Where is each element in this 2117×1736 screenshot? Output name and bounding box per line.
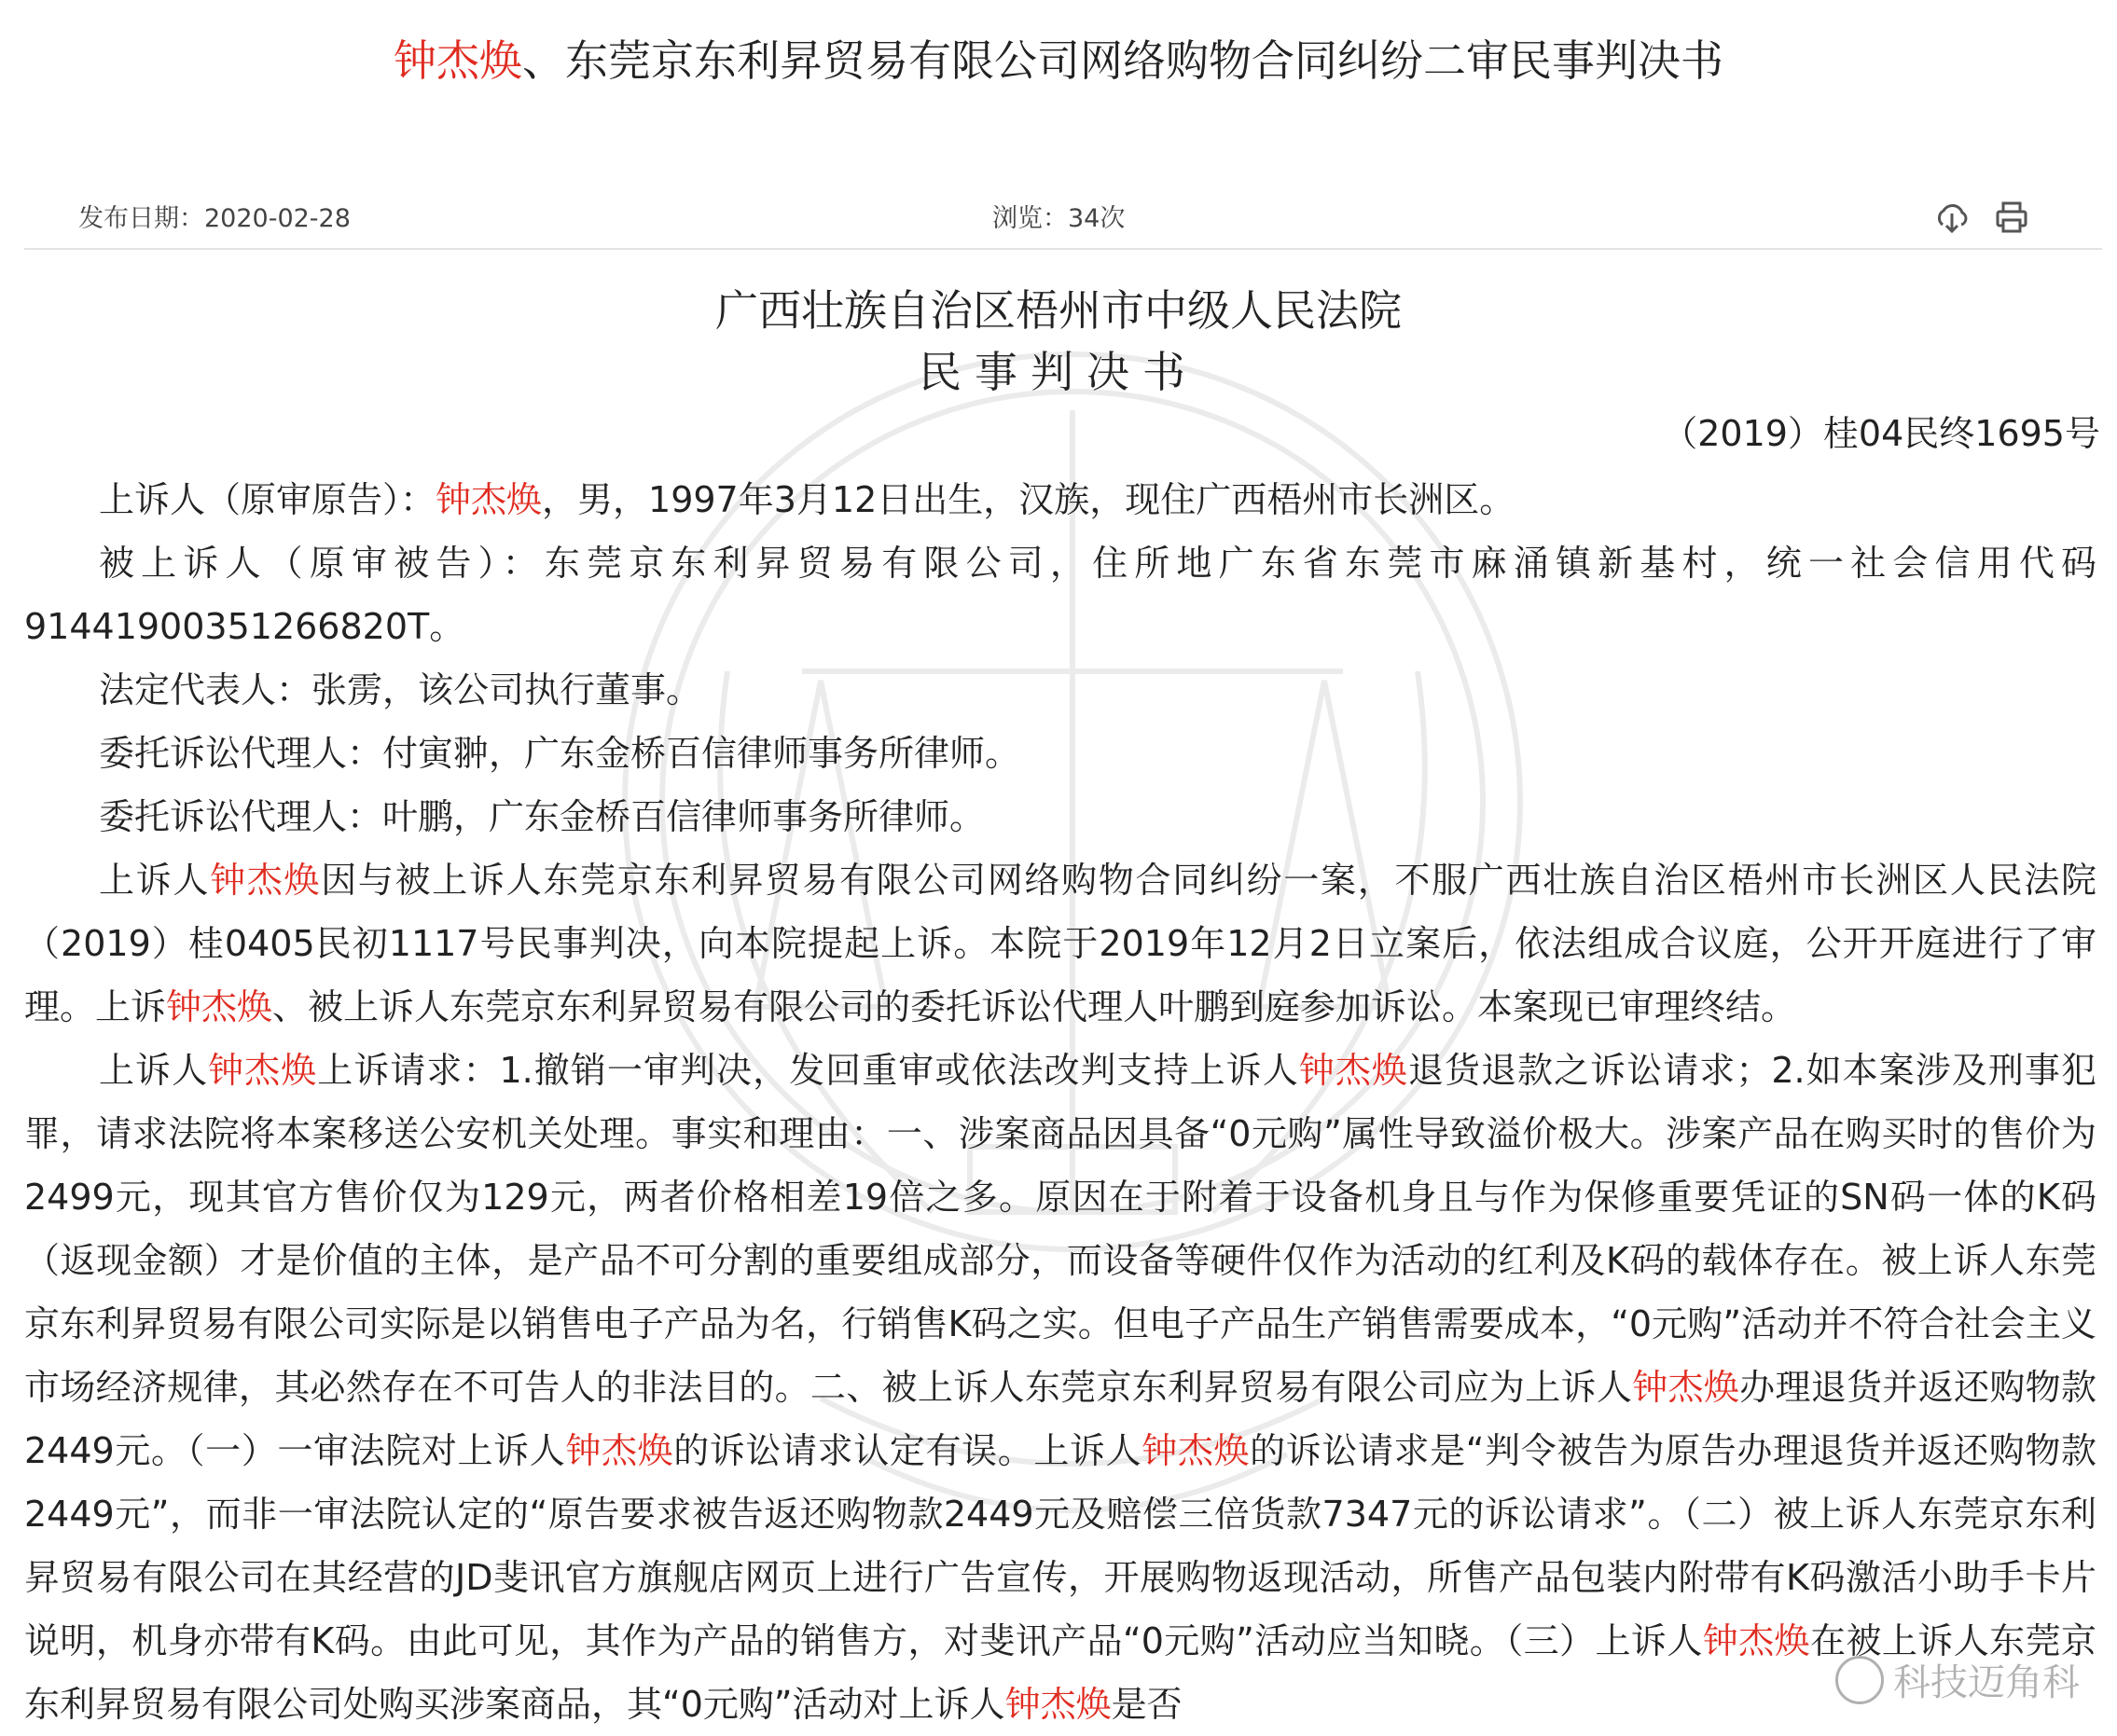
party-name-highlight: 钟杰焕 — [1298, 1050, 1408, 1091]
paragraph-text: 委托诉讼代理人：叶鹏，广东金桥百信律师事务所律师。 — [99, 796, 986, 837]
paragraph — [24, 1039, 2096, 1736]
wechat-icon — [1835, 1656, 1884, 1704]
paragraph-text: 在被上诉人东莞京东利昇贸易有限公司处购买涉案商品，其“0元购”活动对上诉人 — [24, 1620, 2096, 1725]
party-name-highlight: 钟杰焕 — [210, 860, 322, 901]
paragraph — [24, 658, 2096, 722]
party-name-highlight: 钟杰焕 — [1632, 1367, 1740, 1408]
party-name-highlight: 钟杰焕 — [436, 479, 543, 520]
paragraph — [24, 785, 2096, 848]
paragraph-text: 的诉讼请求是“判令被告为原告办理退货并返还购物款2449元”，而非一审法院认定的“原告要求被告返还购物款2449元及赔偿三倍货款7347元的诉讼请求”。（二）被上诉人东莞京东利昇贸易有限公司在其经营的JD斐讯官方旗舰店网页上进行广告宣传，开展购物返现活动，所售产品包装内附带有K码激活小助手卡片说明，机身亦带有K码。由此可见，其作为产品的销售方，对斐讯产品“0元购”活动应当知晓。（三）上诉人 — [24, 1430, 2096, 1661]
paragraph-text: ，男，1997年3月12日出生，汉族，现住广西梧州市长洲区。 — [542, 479, 1515, 520]
print-icon[interactable] — [1994, 200, 2029, 235]
title-party-name: 钟杰焕 — [394, 35, 522, 86]
toolbar — [1934, 200, 2029, 235]
paragraph-text: 办理退货并返还购物款2449元。（一）一审法院对上诉人 — [24, 1367, 2096, 1471]
party-name-highlight: 钟杰焕 — [166, 986, 273, 1027]
paragraph — [24, 531, 2096, 658]
paragraph-text: 法定代表人：张雳，该公司执行董事。 — [99, 669, 702, 710]
party-name-highlight: 钟杰焕 — [208, 1050, 318, 1091]
paragraph — [24, 722, 2096, 785]
court-name: 广西壮族自治区梧州市中级人民法院 — [715, 285, 1402, 336]
paragraph-text: 退货退款之诉讼请求；2.如本案涉及刑事犯罪，请求法院将本案移送公安机关处理。事实和理由：一、涉案商品因具备“0元购”属性导致溢价极大。涉案产品在购买时的售价为2499元，现其官方售价仅为129元，两者价格相差19倍之多。原因在于附着于设备机身且与作为保修重要凭证的SN码一体的K码（返现金额）才是价值的主体，是产品不可分割的重要组成部分，而设备等硬件仅作为活动的红利及K码的载体存在。被上诉人东莞京东利昇贸易有限公司实际是以销售电子产品为名，行销售K码之实。但电子产品生产销售需要成本，“0元购”活动并不符合社会主义市场经济规律，其必然存在不可告人的非法目的。二、被上诉人东莞京东利昇贸易有限公司应为上诉人 — [24, 1050, 2096, 1408]
publish-date: 发布日期：2020-02-28 — [78, 204, 351, 233]
case-number: （2019）桂04民终1695号 — [1662, 413, 2100, 454]
download-icon[interactable] — [1934, 200, 1970, 235]
party-name-highlight: 钟杰焕 — [1004, 1684, 1112, 1725]
paragraph-text: 上诉人 — [99, 1050, 209, 1091]
corner-watermark — [1835, 1653, 2080, 1706]
paragraph-text: 上诉人（原审原告）： — [99, 479, 436, 520]
view-count: 浏览：34次 — [992, 204, 1126, 233]
paragraph-text: 的诉讼请求认定有误。上诉人 — [673, 1430, 1142, 1471]
title-text: 、东莞京东利昇贸易有限公司网络购物合同纠纷二审民事判决书 — [522, 35, 1723, 86]
header-divider — [24, 248, 2102, 250]
paragraph-text: 是否 — [1111, 1684, 1183, 1725]
paragraph-text: 被上诉人（原审被告）：东莞京东利昇贸易有限公司，住所地广东省东莞市麻涌镇新基村，统一社会信用代码91441900351266820T。 — [24, 543, 2096, 647]
document-title — [0, 26, 2117, 95]
paragraph-text: 上诉人 — [99, 860, 211, 901]
paragraph — [24, 468, 2096, 531]
party-name-highlight: 钟杰焕 — [565, 1430, 674, 1471]
paragraph-text: 因与被上诉人东莞京东利昇贸易有限公司网络购物合同纠纷一案，不服广西壮族自治区梧州市长洲区人民法院（2019）桂0405民初1117号民事判决，向本院提起上诉。本院于2019年12月2日立案后，依法组成合议庭，公开开庭进行了审理。上诉 — [24, 860, 2096, 1027]
corner-watermark-text: 科技迈角科 — [1893, 1661, 2080, 1704]
paragraph-text: 、被上诉人东莞京东利昇贸易有限公司的委托诉讼代理人叶鹏到庭参加诉讼。本案现已审理终结。 — [272, 986, 1797, 1027]
paragraph-text: 上诉请求：1.撤销一审判决，发回重审或依法改判支持上诉人 — [317, 1050, 1299, 1091]
judgment-body — [24, 468, 2096, 1736]
paragraph-text: 委托诉讼代理人：付寅翀，广东金桥百信律师事务所律师。 — [99, 733, 1021, 774]
party-name-highlight: 钟杰焕 — [1702, 1620, 1811, 1661]
paragraph — [24, 848, 2096, 1039]
document-type: 民事判决书 — [919, 347, 1198, 397]
party-name-highlight: 钟杰焕 — [1142, 1430, 1251, 1471]
